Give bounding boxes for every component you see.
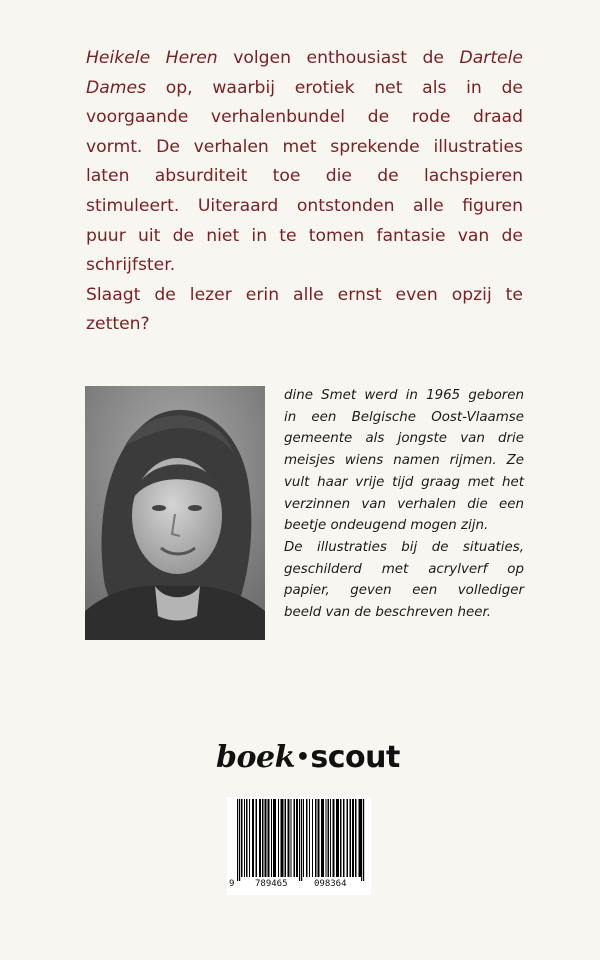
barcode-bar bbox=[315, 799, 317, 877]
barcode-bar bbox=[306, 799, 308, 877]
blurb-text: laten absurditeit toe die de lachspieren bbox=[86, 166, 523, 187]
back-cover-blurb bbox=[86, 44, 523, 340]
blurb-line bbox=[86, 281, 523, 311]
blurb-line bbox=[86, 192, 523, 222]
barcode-guard-bar bbox=[361, 799, 362, 881]
barcode-digits-left: 789465 bbox=[255, 879, 288, 889]
barcode-bar bbox=[355, 799, 357, 877]
barcode-bar bbox=[333, 799, 335, 877]
barcode-bar bbox=[350, 799, 352, 877]
barcode-guard-bar bbox=[301, 799, 302, 881]
blurb-line bbox=[86, 103, 523, 133]
blurb-title-text: Dartele bbox=[459, 48, 523, 68]
barcode-bar bbox=[312, 799, 313, 877]
barcode-bar bbox=[268, 799, 270, 877]
barcode-guard-bar bbox=[239, 799, 240, 881]
isbn-barcode bbox=[227, 797, 371, 895]
blurb-text: voorgaande verhalenbundel de rode draad bbox=[86, 107, 523, 128]
bio-line: beeld van de beschreven heer. bbox=[284, 605, 492, 621]
barcode-bar bbox=[343, 799, 345, 877]
bio-line: beetje ondeugend mogen zijn. bbox=[284, 518, 489, 534]
barcode-bar bbox=[288, 799, 290, 877]
barcode-guard-bar bbox=[237, 799, 238, 881]
barcode-bar bbox=[328, 799, 330, 877]
barcode-bar bbox=[291, 799, 292, 877]
blurb-text: stimuleert. Uiteraard ontstonden alle figuren bbox=[86, 195, 523, 216]
bio-line: dine Smet werd in 1965 geboren bbox=[284, 388, 524, 403]
barcode-bar bbox=[303, 799, 304, 877]
bio-line: papier, geven een vollediger bbox=[284, 583, 524, 599]
barcode-bar bbox=[252, 799, 254, 877]
bio-line: meisjes wiens namen rijmen. Ze bbox=[284, 453, 524, 469]
blurb-title-text: Dames bbox=[86, 77, 147, 98]
blurb-text: Slaagt de lezer erin alle ernst even opzij te bbox=[86, 284, 523, 305]
author-photo bbox=[85, 386, 265, 640]
bio-line: verzinnen van verhalen die een bbox=[284, 496, 524, 512]
blurb-text: volgen enthousiast de bbox=[217, 48, 460, 68]
publisher-logo bbox=[216, 740, 400, 775]
logo-boek: boek bbox=[216, 740, 295, 775]
barcode-bar bbox=[347, 799, 349, 877]
bio-line: geschilderd met acrylverf op bbox=[284, 561, 524, 577]
bio-line: gemeente als jongste van drie bbox=[284, 431, 524, 447]
blurb-text: vormt. De verhalen met sprekende illustraties bbox=[86, 136, 523, 157]
barcode-bar bbox=[262, 799, 264, 877]
blurb-text: schrijfster. bbox=[86, 255, 176, 276]
blurb-title-text: Heikele Heren bbox=[86, 48, 218, 68]
bio-line: vult haar vrije tijd graag met het bbox=[284, 474, 524, 490]
barcode-bars bbox=[227, 797, 371, 881]
logo-scout: scout bbox=[310, 740, 400, 775]
blurb-text: puur uit de niet in te tomen fantasie van de bbox=[86, 225, 523, 246]
barcode-bar bbox=[241, 799, 243, 877]
blurb-line bbox=[86, 44, 523, 74]
barcode-bar bbox=[294, 799, 296, 877]
bio-line: in een Belgische Oost-Vlaamse bbox=[284, 409, 524, 425]
blurb-line bbox=[86, 162, 523, 192]
blurb-line bbox=[86, 74, 523, 104]
barcode-bar bbox=[244, 799, 245, 877]
barcode-bar bbox=[296, 799, 298, 877]
blurb-line bbox=[86, 251, 523, 281]
blurb-line bbox=[86, 310, 523, 340]
barcode-bar bbox=[285, 799, 287, 877]
barcode-bar bbox=[278, 799, 279, 877]
barcode-bar bbox=[326, 799, 327, 877]
bio-line: De illustraties bij de situaties, bbox=[284, 539, 524, 555]
barcode-digits-right: 098364 bbox=[314, 879, 347, 889]
barcode-bar bbox=[249, 799, 250, 877]
blurb-line bbox=[86, 222, 523, 252]
barcode-bar bbox=[271, 799, 272, 877]
logo-dot: • bbox=[295, 745, 310, 770]
barcode-bar bbox=[281, 799, 284, 877]
barcode-bar bbox=[309, 799, 310, 877]
barcode-bar bbox=[352, 799, 354, 877]
author-portrait-image bbox=[85, 386, 265, 640]
barcode-bar bbox=[273, 799, 276, 877]
barcode-bar bbox=[330, 799, 331, 877]
barcode-guard-bar bbox=[363, 799, 364, 881]
blurb-text: op, waarbij erotiek net als in de bbox=[146, 77, 523, 98]
barcode-bar bbox=[259, 799, 261, 877]
barcode-bar bbox=[265, 799, 267, 877]
barcode-bar bbox=[256, 799, 258, 877]
blurb-text: zetten? bbox=[86, 314, 150, 335]
barcode-digits bbox=[227, 879, 371, 893]
author-bio bbox=[284, 385, 524, 624]
blurb-line bbox=[86, 133, 523, 163]
barcode-bar bbox=[321, 799, 324, 877]
barcode-digit-first: 9 bbox=[229, 879, 235, 889]
barcode-bar bbox=[340, 799, 342, 877]
barcode-bar bbox=[246, 799, 248, 877]
barcode-guard-bar bbox=[299, 799, 300, 881]
barcode-bar bbox=[318, 799, 320, 877]
barcode-bar bbox=[336, 799, 339, 877]
